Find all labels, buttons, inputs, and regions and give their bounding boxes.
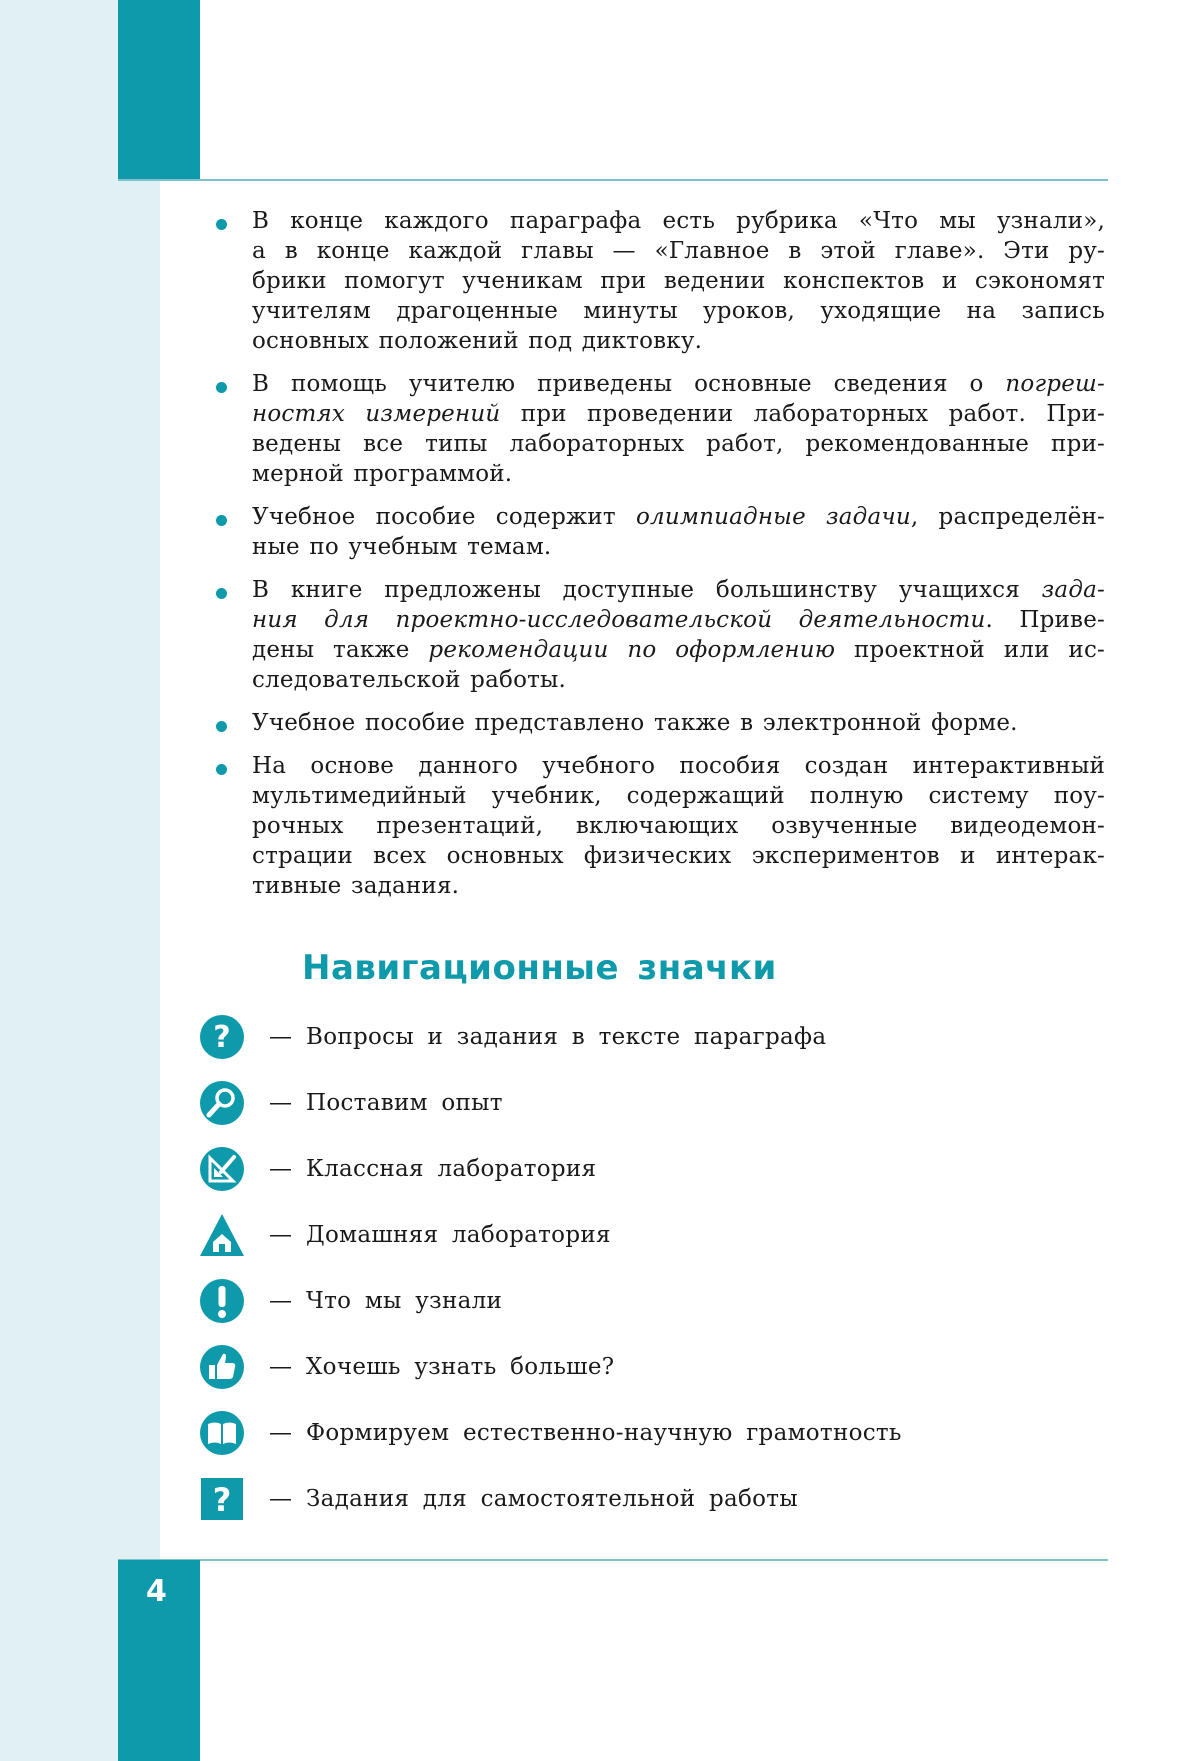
bullet-item bbox=[213, 369, 1105, 489]
page-number: 4 bbox=[146, 1574, 167, 1609]
italic-term: ния для проектно-исследовательской деятельности bbox=[252, 607, 986, 633]
question-square-icon bbox=[199, 1476, 245, 1522]
nav-legend-label: Классная лаборатория bbox=[306, 1156, 597, 1182]
nav-legend-label: Вопросы и задания в тексте параграфа bbox=[306, 1024, 827, 1050]
text-line bbox=[252, 326, 1105, 356]
nav-legend-item bbox=[199, 1344, 902, 1410]
top-divider bbox=[118, 179, 1108, 181]
bullet-dot-icon bbox=[216, 721, 227, 732]
text-run: В конце каждого параграфа есть рубрика «Что мы узнали», bbox=[252, 208, 1105, 234]
nav-legend-item bbox=[199, 1146, 902, 1212]
text-line bbox=[252, 871, 1105, 901]
italic-term: зада- bbox=[1041, 577, 1105, 603]
exclamation-circle-icon bbox=[199, 1278, 245, 1324]
text-run: мерной программой. bbox=[252, 461, 513, 487]
nav-legend-item bbox=[199, 1278, 902, 1344]
question-circle-icon bbox=[199, 1014, 245, 1060]
text-line bbox=[252, 605, 1105, 635]
home-triangle-icon bbox=[199, 1212, 245, 1258]
italic-term: рекомендации по оформлению bbox=[428, 637, 836, 663]
bullet-dot-icon bbox=[216, 382, 227, 393]
text-run: следовательской работы. bbox=[252, 667, 567, 693]
nav-legend-label: Домашняя лаборатория bbox=[306, 1222, 611, 1248]
italic-term: ностях измерений bbox=[252, 401, 501, 427]
text-run: рочных презентаций, включающих озвученные видеодемон- bbox=[252, 813, 1105, 839]
bullet-item bbox=[213, 751, 1105, 901]
bullet-item bbox=[213, 206, 1105, 356]
text-run: На основе данного учебного пособия создан интерактивный bbox=[252, 753, 1105, 779]
text-run: дены также bbox=[252, 637, 429, 663]
legend-dash: — bbox=[269, 1222, 292, 1248]
svg-text:?: ? bbox=[213, 1020, 231, 1055]
book-icon bbox=[199, 1410, 245, 1456]
italic-term: погреш- bbox=[1005, 371, 1105, 397]
text-run: страции всех основных физических экспериментов и интерак- bbox=[252, 843, 1105, 869]
nav-legend-item bbox=[199, 1014, 902, 1080]
text-run: В помощь учителю приведены основные сведения о bbox=[252, 371, 1006, 397]
bullet-dot-icon bbox=[216, 219, 227, 230]
bullet-item bbox=[213, 502, 1105, 562]
bottom-divider bbox=[118, 1559, 1108, 1561]
text-run: проектной или ис- bbox=[835, 637, 1106, 663]
text-line bbox=[252, 266, 1105, 296]
lab-tools-icon bbox=[199, 1146, 245, 1192]
legend-dash: — bbox=[269, 1486, 292, 1512]
text-line bbox=[252, 811, 1105, 841]
text-line bbox=[252, 502, 1105, 532]
text-run: Учебное пособие содержит bbox=[252, 504, 636, 530]
nav-legend-label: Формируем естественно-научную грамотность bbox=[306, 1420, 902, 1446]
bullet-dot-icon bbox=[216, 588, 227, 599]
text-run: при проведении лабораторных работ. При- bbox=[500, 401, 1105, 427]
nav-legend-item bbox=[199, 1410, 902, 1476]
legend-dash: — bbox=[269, 1288, 292, 1314]
text-line bbox=[252, 781, 1105, 811]
magnifier-icon bbox=[199, 1080, 245, 1126]
nav-icons-legend bbox=[199, 1014, 902, 1542]
nav-legend-label: Задания для самостоятельной работы bbox=[306, 1486, 798, 1512]
legend-dash: — bbox=[269, 1090, 292, 1116]
text-run: ные по учебным темам. bbox=[252, 534, 552, 560]
italic-term: олимпиадные задачи bbox=[635, 504, 911, 530]
nav-legend-label: Хочешь узнать больше? bbox=[306, 1354, 615, 1380]
legend-dash: — bbox=[269, 1156, 292, 1182]
text-line bbox=[252, 665, 1105, 695]
text-line bbox=[252, 841, 1105, 871]
bullet-item bbox=[213, 708, 1105, 738]
text-line bbox=[252, 369, 1105, 399]
top-color-band bbox=[118, 0, 200, 180]
text-line bbox=[252, 206, 1105, 236]
text-run: Учебное пособие представлено также в электронной форме. bbox=[252, 710, 1018, 736]
nav-section-title: Навигационные значки bbox=[302, 948, 777, 988]
nav-legend-item bbox=[199, 1476, 902, 1542]
text-run: тивные задания. bbox=[252, 873, 460, 899]
svg-text:?: ? bbox=[212, 1481, 232, 1519]
text-line bbox=[252, 575, 1105, 605]
text-run: брики помогут ученикам при ведении конспектов и сэкономят bbox=[252, 268, 1105, 294]
text-line bbox=[252, 532, 1105, 562]
left-margin-strip bbox=[0, 0, 160, 1761]
bullet-item bbox=[213, 575, 1105, 695]
text-run: основных положений под диктовку. bbox=[252, 328, 703, 354]
text-line bbox=[252, 751, 1105, 781]
text-run: . Приве- bbox=[985, 607, 1105, 633]
text-run: а в конце каждой главы — «Главное в этой главе». Эти ру- bbox=[252, 238, 1105, 264]
feature-list bbox=[213, 206, 1105, 914]
text-run: В книге предложены доступные большинству учащихся bbox=[252, 577, 1042, 603]
nav-legend-item bbox=[199, 1080, 902, 1146]
text-line bbox=[252, 635, 1105, 665]
text-run: мультимедийный учебник, содержащий полную систему поу- bbox=[252, 783, 1105, 809]
legend-dash: — bbox=[269, 1420, 292, 1446]
legend-dash: — bbox=[269, 1024, 292, 1050]
text-line bbox=[252, 399, 1105, 429]
nav-legend-label: Поставим опыт bbox=[306, 1090, 503, 1116]
text-line bbox=[252, 429, 1105, 459]
text-line bbox=[252, 459, 1105, 489]
text-run: ведены все типы лабораторных работ, рекомендованные при- bbox=[252, 431, 1105, 457]
legend-dash: — bbox=[269, 1354, 292, 1380]
text-run: учителям драгоценные минуты уроков, уходящие на запись bbox=[252, 298, 1105, 324]
bullet-dot-icon bbox=[216, 764, 227, 775]
text-line bbox=[252, 708, 1105, 738]
text-line bbox=[252, 296, 1105, 326]
text-line bbox=[252, 236, 1105, 266]
bullet-dot-icon bbox=[216, 515, 227, 526]
nav-legend-item bbox=[199, 1212, 902, 1278]
text-run: , распределён- bbox=[910, 504, 1106, 530]
thumbs-up-icon bbox=[199, 1344, 245, 1390]
nav-legend-label: Что мы узнали bbox=[306, 1288, 503, 1314]
